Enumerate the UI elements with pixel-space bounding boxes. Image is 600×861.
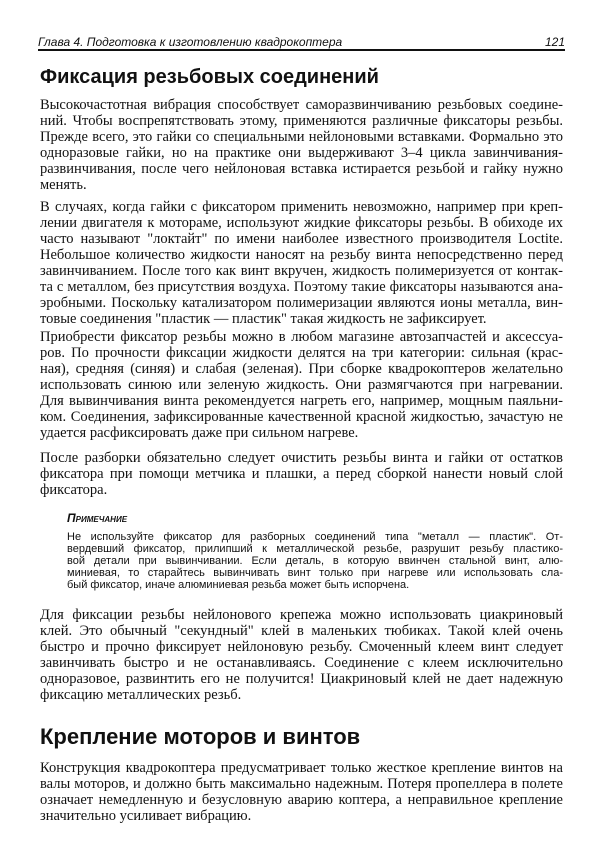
section-heading-motor-mounting: Крепление моторов и винтов [40, 724, 361, 749]
text-line: В случаях, когда гайки с фиксатором применить невозможно, например при креп- [40, 199, 563, 215]
text-line: Небольшое количество жидкости наносят на резьбу винта непосредственно перед [40, 247, 563, 263]
note-title: Примечание [67, 511, 128, 525]
text-line: менять. [40, 177, 87, 193]
text-line: бый фиксатор, иначе алюминиевая резьба может быть испорчена. [67, 579, 410, 591]
running-header [38, 35, 565, 51]
paragraph [40, 329, 563, 441]
text-line: Не используйте фиксатор для разборных соединений типа "металл — пластик". От- [67, 531, 563, 543]
text-line: фиксацию металлических резьб. [40, 687, 242, 703]
text-line: одноразовое, развинтить его не получится! Циакриновый клей не дает надежную [40, 671, 563, 687]
text-line: ров. По прочности фиксации жидкости делятся на три категории: сильная (крас- [40, 345, 563, 361]
paragraph [40, 607, 563, 703]
text-line: Приобрести фиксатор резьбы можно в любом магазине автозапчастей и аксессуа- [40, 329, 563, 345]
text-line: фиксатора. [40, 482, 108, 498]
text-line: означает немедленную и безусловную аварию коптера, а неправильное крепление [40, 792, 563, 808]
text-line: часто называют "локтайт" по имени наиболее известного производителя Loctite. [40, 231, 563, 247]
text-line: Для фиксации резьбы нейлонового крепежа можно использовать циакриновый [40, 607, 563, 623]
note-body [67, 531, 563, 591]
text-line: та с металлом, без присутствия воздуха. Поэтому такие фиксаторы называются ана- [40, 279, 563, 295]
text-line: ная), средняя (синяя) и слабая (зеленая). При сборке квадрокоптеров желательно [40, 361, 563, 377]
text-line: вердевший фиксатор, прилипший к металлической резьбе, разрушит резьбу пластико- [67, 543, 563, 555]
paragraph [40, 760, 563, 824]
text-line: миниевая, то старайтесь вывинчивать винт только при нагреве или использовать сла- [67, 567, 563, 579]
text-line: удается расфиксировать даже при сильном нагреве. [40, 425, 359, 441]
text-line: завинчиванием. После того как винт вкручен, жидкость полимеризуется от контак- [40, 263, 563, 279]
text-line: использовать синюю или зеленую жидкость. Они размягчаются при нагревании. [40, 377, 563, 393]
text-line: ний. Чтобы воспрепятствовать этому, применяются различные фиксаторы резьбы. [40, 113, 563, 129]
text-line: значительно усиливает вибрацию. [40, 808, 252, 824]
text-line: вой детали при вывинчивании. Если деталь, в которую ввинчен стальной винт, алю- [67, 555, 563, 567]
paragraph [40, 199, 563, 327]
text-line: завинчивать быстро и не останавливаясь. Соединение с клеем исключительно [40, 655, 563, 671]
text-line: лении двигателя к мотораме, используют жидкие фиксаторы резьбы. В обиходе их [40, 215, 563, 231]
section-heading-thread-locking: Фиксация резьбовых соединений [40, 66, 379, 88]
paragraph [40, 97, 563, 193]
text-line: клей. Это обычный "секундный" клей в маленьких тюбиках. Такой клей очень [40, 623, 563, 639]
text-line: товые соединения "пластик — пластик" такая жидкость не зафиксирует. [40, 311, 487, 327]
text-line: ком. Соединения, зафиксированные качественной красной жидкостью, зачастую не [40, 409, 563, 425]
text-line: Для вывинчивания винта рекомендуется нагреть его, например, мощным паяльни- [40, 393, 563, 409]
text-line: Прежде всего, это гайки со специальными нейлоновыми вставками. Формально это [40, 129, 563, 145]
text-line: эробными. Поскольку катализатором полимеризации являются ионы металла, вин- [40, 295, 563, 311]
text-line: валы моторов, и должно быть максимально надежным. Потеря пропеллера в полете [40, 776, 563, 792]
text-line: развинчивания, после чего нейлоновая вставка истирается резьбой и гайку нужно [40, 161, 563, 177]
text-line: Конструкция квадрокоптера предусматривает только жесткое крепление винтов на [40, 760, 563, 776]
text-line: одноразовые гайки, но на практике они выдерживают 3–4 цикла завинчивания- [40, 145, 563, 161]
text-line: быстро и прочно фиксирует нейлоновую резьбу. Смоченный клеем винт следует [40, 639, 563, 655]
paragraph [40, 450, 563, 498]
text-line: После разборки обязательно следует очистить резьбы винта и гайки от остатков [40, 450, 563, 466]
chapter-title: Глава 4. Подготовка к изготовлению квадрокоптера [38, 35, 343, 49]
text-line: фиксатора при помощи метчика и плашки, а перед сборкой нанести новый слой [40, 466, 563, 482]
page-number: 121 [544, 35, 565, 49]
text-line: Высокочастотная вибрация способствует саморазвинчиванию резьбовых соедине- [40, 97, 563, 113]
